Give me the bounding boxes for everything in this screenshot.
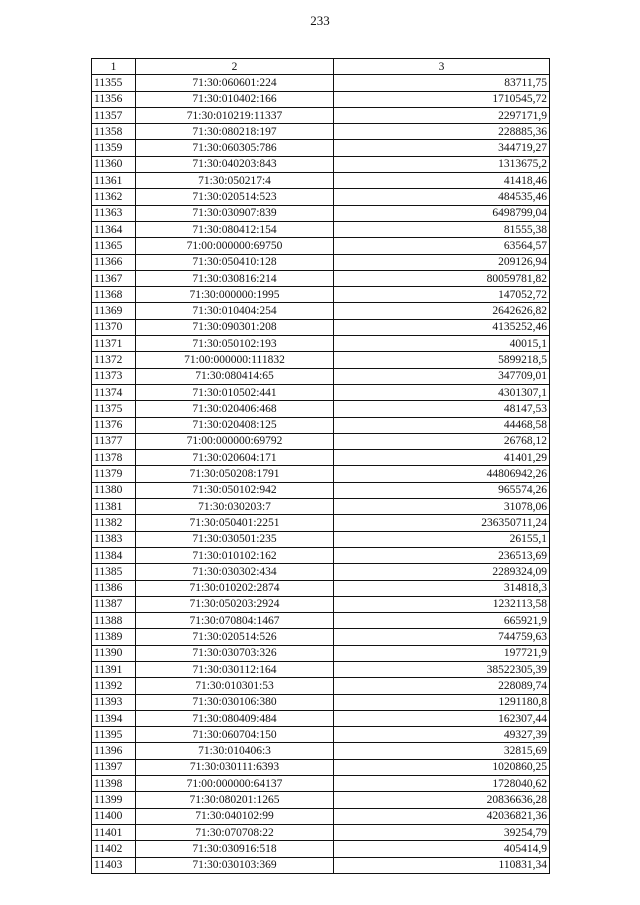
table-row bbox=[92, 808, 550, 824]
value-cell: 42036821,36 bbox=[334, 808, 550, 824]
page-number: 233 bbox=[310, 13, 330, 28]
table-row bbox=[92, 645, 550, 661]
cadastral-number-cell: 71:30:030203:7 bbox=[136, 499, 334, 515]
table-row bbox=[92, 678, 550, 694]
cadastral-number-cell: 71:30:020406:468 bbox=[136, 401, 334, 417]
value-cell: 2289324,09 bbox=[334, 564, 550, 580]
value-cell: 32815,69 bbox=[334, 743, 550, 759]
value-cell: 314818,3 bbox=[334, 580, 550, 596]
value-cell: 48147,53 bbox=[334, 401, 550, 417]
value-cell: 147052,72 bbox=[334, 287, 550, 303]
table-row bbox=[92, 124, 550, 140]
cadastral-number-cell: 71:30:050102:193 bbox=[136, 336, 334, 352]
row-number-cell: 11368 bbox=[92, 287, 136, 303]
value-cell: 110831,34 bbox=[334, 857, 550, 873]
cadastral-number-cell: 71:30:020514:526 bbox=[136, 629, 334, 645]
cadastral-number-cell: 71:30:060305:786 bbox=[136, 140, 334, 156]
value-cell: 26768,12 bbox=[334, 433, 550, 449]
table-row bbox=[92, 857, 550, 873]
row-number-cell: 11365 bbox=[92, 238, 136, 254]
row-number-cell: 11380 bbox=[92, 482, 136, 498]
table-header-row bbox=[92, 59, 550, 75]
table-row bbox=[92, 173, 550, 189]
row-number-cell: 11370 bbox=[92, 319, 136, 335]
row-number-cell: 11374 bbox=[92, 384, 136, 400]
row-number-cell: 11372 bbox=[92, 352, 136, 368]
value-cell: 31078,06 bbox=[334, 499, 550, 515]
table-row bbox=[92, 303, 550, 319]
row-number-cell: 11383 bbox=[92, 531, 136, 547]
cadastral-number-cell: 71:30:050203:2924 bbox=[136, 596, 334, 612]
cadastral-number-cell: 71:30:080412:154 bbox=[136, 221, 334, 237]
row-number-cell: 11396 bbox=[92, 743, 136, 759]
row-number-cell: 11401 bbox=[92, 824, 136, 840]
value-cell: 2642626,82 bbox=[334, 303, 550, 319]
value-cell: 484535,46 bbox=[334, 189, 550, 205]
value-cell: 1020860,25 bbox=[334, 759, 550, 775]
cadastral-number-cell: 71:30:030501:235 bbox=[136, 531, 334, 547]
cadastral-number-cell: 71:30:010219:11337 bbox=[136, 107, 334, 123]
row-number-cell: 11357 bbox=[92, 107, 136, 123]
value-cell: 4301307,1 bbox=[334, 384, 550, 400]
cadastral-number-cell: 71:30:050217:4 bbox=[136, 173, 334, 189]
row-number-cell: 11359 bbox=[92, 140, 136, 156]
table-row bbox=[92, 238, 550, 254]
row-number-cell: 11362 bbox=[92, 189, 136, 205]
table-row bbox=[92, 482, 550, 498]
cadastral-number-cell: 71:30:030816:214 bbox=[136, 270, 334, 286]
table-row bbox=[92, 841, 550, 857]
value-cell: 236513,69 bbox=[334, 547, 550, 563]
table-row bbox=[92, 727, 550, 743]
table-row bbox=[92, 433, 550, 449]
value-cell: 744759,63 bbox=[334, 629, 550, 645]
table-row bbox=[92, 629, 550, 645]
cadastral-number-cell: 71:30:020514:523 bbox=[136, 189, 334, 205]
row-number-cell: 11389 bbox=[92, 629, 136, 645]
value-cell: 665921,9 bbox=[334, 613, 550, 629]
row-number-cell: 11386 bbox=[92, 580, 136, 596]
row-number-cell: 11394 bbox=[92, 710, 136, 726]
value-cell: 2297171,9 bbox=[334, 107, 550, 123]
row-number-cell: 11378 bbox=[92, 450, 136, 466]
table-row bbox=[92, 596, 550, 612]
cadastral-number-cell: 71:30:020604:171 bbox=[136, 450, 334, 466]
value-cell: 39254,79 bbox=[334, 824, 550, 840]
row-number-cell: 11376 bbox=[92, 417, 136, 433]
value-cell: 197721,9 bbox=[334, 645, 550, 661]
row-number-cell: 11392 bbox=[92, 678, 136, 694]
row-number-cell: 11403 bbox=[92, 857, 136, 873]
value-cell: 344719,27 bbox=[334, 140, 550, 156]
value-cell: 228089,74 bbox=[334, 678, 550, 694]
column-header: 1 bbox=[92, 59, 136, 75]
value-cell: 347709,01 bbox=[334, 368, 550, 384]
row-number-cell: 11384 bbox=[92, 547, 136, 563]
cadastral-number-cell: 71:30:030106:380 bbox=[136, 694, 334, 710]
value-cell: 40015,1 bbox=[334, 336, 550, 352]
table-row bbox=[92, 776, 550, 792]
table-row bbox=[92, 417, 550, 433]
table-row bbox=[92, 368, 550, 384]
table-row bbox=[92, 319, 550, 335]
table-row bbox=[92, 336, 550, 352]
cadastral-number-cell: 71:30:050401:2251 bbox=[136, 515, 334, 531]
table-row bbox=[92, 254, 550, 270]
cadastral-number-cell: 71:30:080414:65 bbox=[136, 368, 334, 384]
value-cell: 41418,46 bbox=[334, 173, 550, 189]
row-number-cell: 11379 bbox=[92, 466, 136, 482]
row-number-cell: 11395 bbox=[92, 727, 136, 743]
cadastral-number-cell: 71:30:050208:1791 bbox=[136, 466, 334, 482]
row-number-cell: 11358 bbox=[92, 124, 136, 140]
cadastral-number-cell: 71:30:070804:1467 bbox=[136, 613, 334, 629]
cadastral-number-cell: 71:30:010404:254 bbox=[136, 303, 334, 319]
row-number-cell: 11363 bbox=[92, 205, 136, 221]
cadastral-number-cell: 71:30:030103:369 bbox=[136, 857, 334, 873]
cadastral-number-cell: 71:30:010102:162 bbox=[136, 547, 334, 563]
table-row bbox=[92, 140, 550, 156]
row-number-cell: 11375 bbox=[92, 401, 136, 417]
table-body bbox=[92, 59, 550, 874]
row-number-cell: 11385 bbox=[92, 564, 136, 580]
table-row bbox=[92, 189, 550, 205]
cadastral-number-cell: 71:30:050102:942 bbox=[136, 482, 334, 498]
cadastral-number-cell: 71:30:080201:1265 bbox=[136, 792, 334, 808]
value-cell: 41401,29 bbox=[334, 450, 550, 466]
cadastral-number-cell: 71:30:010406:3 bbox=[136, 743, 334, 759]
row-number-cell: 11356 bbox=[92, 91, 136, 107]
row-number-cell: 11361 bbox=[92, 173, 136, 189]
cadastral-number-cell: 71:30:010402:166 bbox=[136, 91, 334, 107]
row-number-cell: 11364 bbox=[92, 221, 136, 237]
cadastral-number-cell: 71:30:030916:518 bbox=[136, 841, 334, 857]
cadastral-number-cell: 71:30:060601:224 bbox=[136, 75, 334, 91]
row-number-cell: 11400 bbox=[92, 808, 136, 824]
table-row bbox=[92, 694, 550, 710]
table-row bbox=[92, 531, 550, 547]
table-row bbox=[92, 466, 550, 482]
table-row bbox=[92, 91, 550, 107]
table-row bbox=[92, 613, 550, 629]
value-cell: 6498799,04 bbox=[334, 205, 550, 221]
cadastral-number-cell: 71:30:080218:197 bbox=[136, 124, 334, 140]
value-cell: 44806942,26 bbox=[334, 466, 550, 482]
cadastral-number-cell: 71:30:050410:128 bbox=[136, 254, 334, 270]
table-row bbox=[92, 205, 550, 221]
table-row bbox=[92, 743, 550, 759]
table-row bbox=[92, 221, 550, 237]
value-cell: 209126,94 bbox=[334, 254, 550, 270]
value-cell: 1728040,62 bbox=[334, 776, 550, 792]
table-row bbox=[92, 824, 550, 840]
cadastral-number-cell: 71:30:080409:484 bbox=[136, 710, 334, 726]
row-number-cell: 11355 bbox=[92, 75, 136, 91]
cadastral-number-cell: 71:30:030112:164 bbox=[136, 661, 334, 677]
value-cell: 26155,1 bbox=[334, 531, 550, 547]
cadastral-number-cell: 71:30:010502:441 bbox=[136, 384, 334, 400]
row-number-cell: 11369 bbox=[92, 303, 136, 319]
value-cell: 4135252,46 bbox=[334, 319, 550, 335]
value-cell: 80059781,82 bbox=[334, 270, 550, 286]
cadastral-number-cell: 71:30:040203:843 bbox=[136, 156, 334, 172]
table-row bbox=[92, 107, 550, 123]
cadastral-number-cell: 71:30:020408:125 bbox=[136, 417, 334, 433]
value-cell: 49327,39 bbox=[334, 727, 550, 743]
cadastral-number-cell: 71:00:000000:64137 bbox=[136, 776, 334, 792]
cadastral-number-cell: 71:30:010301:53 bbox=[136, 678, 334, 694]
table-row bbox=[92, 270, 550, 286]
value-cell: 1313675,2 bbox=[334, 156, 550, 172]
column-header: 3 bbox=[334, 59, 550, 75]
table-row bbox=[92, 75, 550, 91]
value-cell: 38522305,39 bbox=[334, 661, 550, 677]
row-number-cell: 11371 bbox=[92, 336, 136, 352]
value-cell: 63564,57 bbox=[334, 238, 550, 254]
value-cell: 5899218,5 bbox=[334, 352, 550, 368]
row-number-cell: 11377 bbox=[92, 433, 136, 449]
cadastral-number-cell: 71:30:090301:208 bbox=[136, 319, 334, 335]
row-number-cell: 11373 bbox=[92, 368, 136, 384]
value-cell: 20836636,28 bbox=[334, 792, 550, 808]
row-number-cell: 11387 bbox=[92, 596, 136, 612]
row-number-cell: 11391 bbox=[92, 661, 136, 677]
row-number-cell: 11382 bbox=[92, 515, 136, 531]
data-table bbox=[91, 58, 550, 874]
row-number-cell: 11381 bbox=[92, 499, 136, 515]
row-number-cell: 11366 bbox=[92, 254, 136, 270]
value-cell: 81555,38 bbox=[334, 221, 550, 237]
cadastral-number-cell: 71:00:000000:111832 bbox=[136, 352, 334, 368]
table-row bbox=[92, 547, 550, 563]
table-row bbox=[92, 515, 550, 531]
row-number-cell: 11390 bbox=[92, 645, 136, 661]
table-row bbox=[92, 450, 550, 466]
table-row bbox=[92, 661, 550, 677]
cadastral-number-cell: 71:30:010202:2874 bbox=[136, 580, 334, 596]
value-cell: 228885,36 bbox=[334, 124, 550, 140]
cadastral-number-cell: 71:00:000000:69750 bbox=[136, 238, 334, 254]
value-cell: 1710545,72 bbox=[334, 91, 550, 107]
row-number-cell: 11402 bbox=[92, 841, 136, 857]
table-row bbox=[92, 499, 550, 515]
table-row bbox=[92, 401, 550, 417]
value-cell: 965574,26 bbox=[334, 482, 550, 498]
cadastral-number-cell: 71:00:000000:69792 bbox=[136, 433, 334, 449]
row-number-cell: 11393 bbox=[92, 694, 136, 710]
table-row bbox=[92, 710, 550, 726]
table-row bbox=[92, 759, 550, 775]
table-row bbox=[92, 287, 550, 303]
cadastral-number-cell: 71:30:040102:99 bbox=[136, 808, 334, 824]
value-cell: 236350711,24 bbox=[334, 515, 550, 531]
row-number-cell: 11397 bbox=[92, 759, 136, 775]
row-number-cell: 11367 bbox=[92, 270, 136, 286]
value-cell: 1291180,8 bbox=[334, 694, 550, 710]
value-cell: 162307,44 bbox=[334, 710, 550, 726]
row-number-cell: 11360 bbox=[92, 156, 136, 172]
value-cell: 1232113,58 bbox=[334, 596, 550, 612]
row-number-cell: 11399 bbox=[92, 792, 136, 808]
table-row bbox=[92, 580, 550, 596]
cadastral-number-cell: 71:30:030907:839 bbox=[136, 205, 334, 221]
row-number-cell: 11388 bbox=[92, 613, 136, 629]
cadastral-number-cell: 71:30:070708:22 bbox=[136, 824, 334, 840]
cadastral-number-cell: 71:30:060704:150 bbox=[136, 727, 334, 743]
cadastral-number-cell: 71:30:030111:6393 bbox=[136, 759, 334, 775]
value-cell: 405414,9 bbox=[334, 841, 550, 857]
table-row bbox=[92, 564, 550, 580]
table-row bbox=[92, 352, 550, 368]
column-header: 2 bbox=[136, 59, 334, 75]
value-cell: 44468,58 bbox=[334, 417, 550, 433]
table-row bbox=[92, 384, 550, 400]
table-row bbox=[92, 792, 550, 808]
row-number-cell: 11398 bbox=[92, 776, 136, 792]
cadastral-number-cell: 71:30:030302:434 bbox=[136, 564, 334, 580]
table-row bbox=[92, 156, 550, 172]
cadastral-number-cell: 71:30:030703:326 bbox=[136, 645, 334, 661]
value-cell: 83711,75 bbox=[334, 75, 550, 91]
cadastral-number-cell: 71:30:000000:1995 bbox=[136, 287, 334, 303]
